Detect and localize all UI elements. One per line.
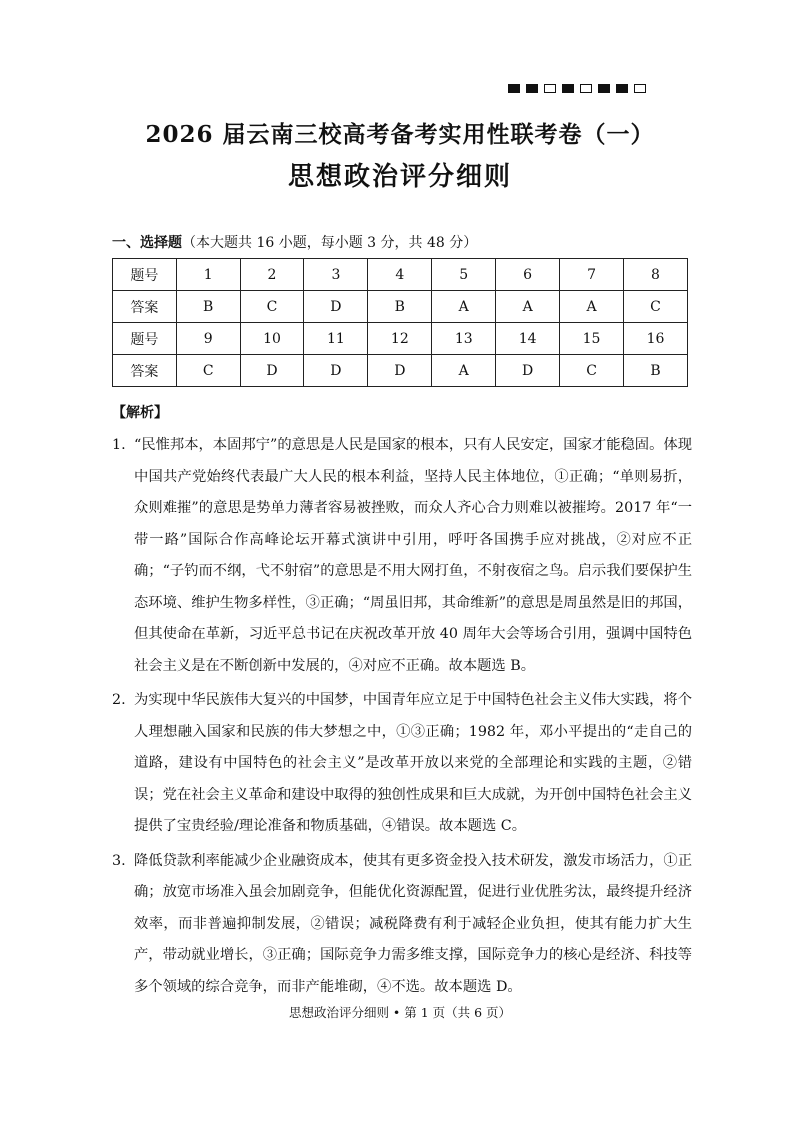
row-header-cell: 答案 bbox=[113, 355, 177, 387]
header-mark bbox=[634, 84, 646, 93]
item-number: 1. bbox=[112, 437, 126, 453]
table-cell: 15 bbox=[560, 323, 624, 355]
section-note: （本大题共 16 小题，每小题 3 分，共 48 分） bbox=[182, 235, 478, 251]
table-cell: 4 bbox=[368, 259, 432, 291]
row-header-cell: 答案 bbox=[113, 291, 177, 323]
header-mark bbox=[598, 84, 610, 93]
section-title: 一、选择题 bbox=[112, 235, 182, 251]
row-header-cell: 题号 bbox=[113, 259, 177, 291]
table-cell: D bbox=[240, 355, 304, 387]
table-cell: 5 bbox=[432, 259, 496, 291]
header-mark bbox=[616, 84, 628, 93]
page-footer: 思想政治评分细则 • 第 1 页（共 6 页） bbox=[288, 1005, 512, 1020]
header-mark bbox=[544, 84, 556, 93]
table-cell: 10 bbox=[240, 323, 304, 355]
table-cell: D bbox=[304, 291, 368, 323]
table-cell: A bbox=[496, 291, 560, 323]
item-number: 2. bbox=[112, 692, 126, 708]
table-cell: 3 bbox=[304, 259, 368, 291]
item-text: 为实现中华民族伟大复兴的中国梦，中国青年应立足于中国特色社会主义伟大实践，将个人理想融入国家和民族的伟大梦想之中，①③正确；1982 年，邓小平提出的“走自己的道路，建设有中国特色的社会主义”是改革开放以来党的全部理论和实践的主题，②错误；党在社会主义革命和建设中取得的独创性成果和巨大成就，为开创中国特色社会主义提供了宝贵经验/理论准备和物质基础，④错误。故本题选 C。 bbox=[134, 692, 692, 834]
header-mark bbox=[526, 84, 538, 93]
table-cell: A bbox=[432, 355, 496, 387]
table-row bbox=[113, 323, 688, 355]
header-mark bbox=[562, 84, 574, 93]
table-cell: 14 bbox=[496, 323, 560, 355]
section-heading bbox=[112, 232, 477, 252]
analysis-item bbox=[112, 685, 692, 843]
answer-table bbox=[112, 258, 688, 387]
table-cell: C bbox=[624, 291, 688, 323]
analysis-heading: 【解析】 bbox=[112, 405, 168, 421]
table-cell: 13 bbox=[432, 323, 496, 355]
table-cell: 16 bbox=[624, 323, 688, 355]
table-cell: 12 bbox=[368, 323, 432, 355]
table-cell: C bbox=[240, 291, 304, 323]
document-subtitle: 思想政治评分细则 bbox=[287, 162, 512, 192]
table-cell: B bbox=[624, 355, 688, 387]
item-text: “民惟邦本，本固邦宁”的意思是人民是国家的根本，只有人民安定，国家才能稳固。体现中国共产党始终代表最广大人民的根本利益，坚持人民主体地位，①正确；“单则易折，众则难摧”的意思是势单力薄者容易被挫败，而众人齐心合力则难以被摧垮。2017 年“一带一路”国际合作高峰论坛开幕式演讲中引用，呼吁各国携手应对挑战，②对应不正确；“子钓而不纲，弋不射宿”的意思是不用大网打鱼，不射夜宿之鸟。启示我们要保护生态环境、维护生物多样性，③正确；“周虽旧邦，其命维新”的意思是周虽然是旧的邦国，但其使命在革新，习近平总书记在庆祝改革开放 40 周年大会等场合引用，强调中国特色社会主义是在不断创新中发展的，④对应不正确。故本题选 B。 bbox=[134, 437, 692, 674]
table-cell: 1 bbox=[176, 259, 240, 291]
table-cell: C bbox=[176, 355, 240, 387]
document-title: 2026 届云南三校高考备考实用性联考卷（一） bbox=[145, 121, 655, 148]
table-cell: D bbox=[304, 355, 368, 387]
table-row bbox=[113, 259, 688, 291]
header-mark bbox=[508, 84, 520, 93]
row-header-cell: 题号 bbox=[113, 323, 177, 355]
table-cell: B bbox=[368, 291, 432, 323]
item-text: 降低贷款利率能减少企业融资成本，使其有更多资金投入技术研发，激发市场活力，①正确；放宽市场准入虽会加剧竞争，但能优化资源配置，促进行业优胜劣汰，最终提升经济效率，而非普遍抑制发展，②错误；减税降费有利于减轻企业负担，使其有能力扩大生产，带动就业增长，③正确；国际竞争力需多维支撑，国际竞争力的核心是经济、科技等多个领域的综合竞争，而非产能堆砌，④不选。故本题选 D。 bbox=[134, 852, 692, 995]
table-cell: 2 bbox=[240, 259, 304, 291]
table-row bbox=[113, 355, 688, 387]
table-cell: A bbox=[560, 291, 624, 323]
table-cell: D bbox=[368, 355, 432, 387]
table-cell: 9 bbox=[176, 323, 240, 355]
table-cell: A bbox=[432, 291, 496, 323]
analysis-item bbox=[112, 846, 692, 1004]
header-marks bbox=[508, 84, 646, 93]
header-mark bbox=[580, 84, 592, 93]
analysis-list bbox=[112, 430, 692, 1006]
table-cell: 7 bbox=[560, 259, 624, 291]
table-cell: D bbox=[496, 355, 560, 387]
analysis-item bbox=[112, 430, 692, 682]
item-number: 3. bbox=[112, 852, 126, 869]
table-cell: B bbox=[176, 291, 240, 323]
table-cell: C bbox=[560, 355, 624, 387]
table-cell: 6 bbox=[496, 259, 560, 291]
table-cell: 11 bbox=[304, 323, 368, 355]
table-cell: 8 bbox=[624, 259, 688, 291]
table-row bbox=[113, 291, 688, 323]
